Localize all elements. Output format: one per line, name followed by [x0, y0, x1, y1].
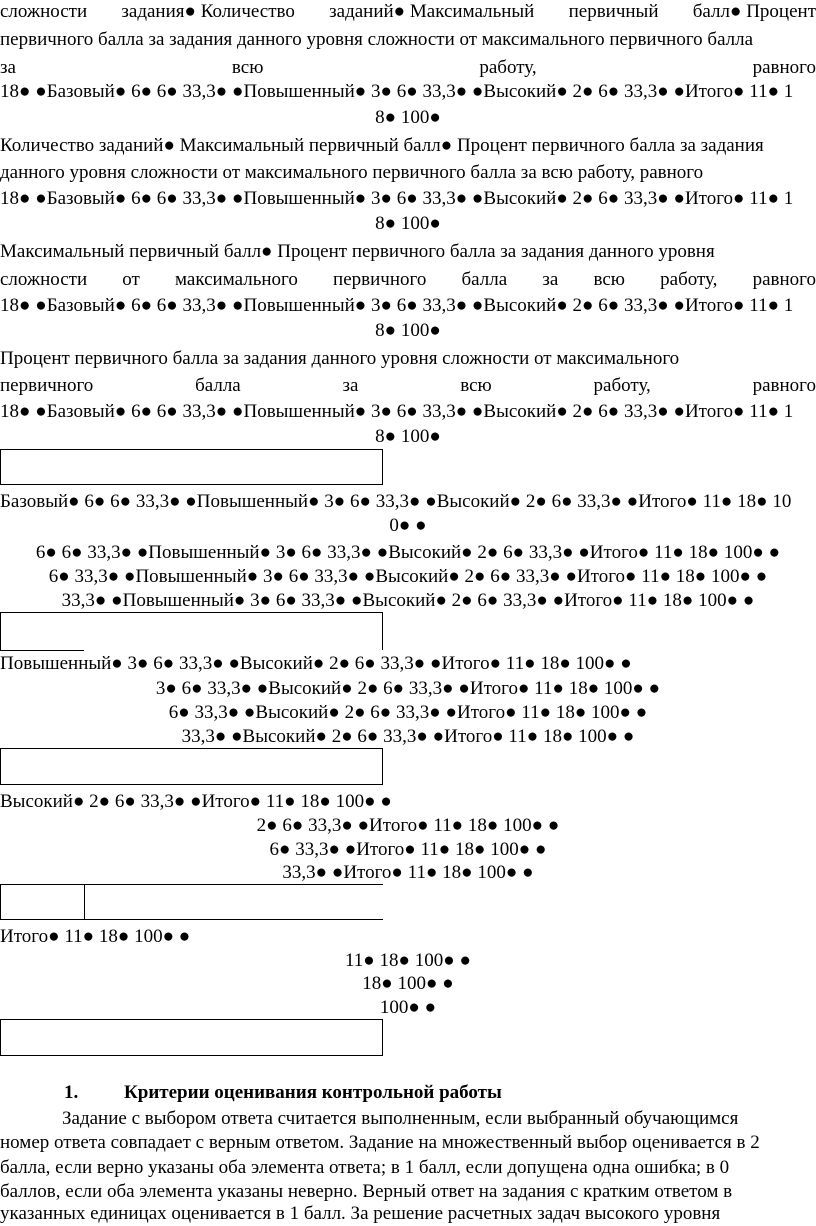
- text-line: первичного балла за задания данного уровня сложности от максимального первичного балла: [0, 29, 754, 50]
- text-line: 6● 6● 33,3● ●Повышенный● 3● 6● 33,3● ●Высокий● 2● 6● 33,3● ●Итого● 11● 18● 100● ●: [35, 542, 781, 563]
- text-line: за всю работу, равного: [0, 57, 816, 78]
- text-line: Высокий● 2● 6● 33,3● ●Итого● 11● 18● 100● ●: [0, 791, 392, 812]
- table-cell-border: [0, 1019, 383, 1056]
- text-line: 100● ●: [379, 997, 437, 1018]
- text-line: первичного балла за всю работу, равного: [0, 375, 816, 396]
- text-line: 18● ●Базовый● 6● 6● 33,3● ●Повышенный● 3● 6● 33,3● ●Высокий● 2● 6● 33,3● ●Итого● 11● 1: [0, 295, 794, 316]
- paragraph-line: баллов, если оба элемента указаны неверно. Верный ответ на задания с кратким ответом в: [0, 1181, 733, 1202]
- section-number: 1.: [64, 1082, 79, 1103]
- text-line: 6● 33,3● ●Высокий● 2● 6● 33,3● ●Итого● 11● 18● 100● ●: [168, 702, 648, 723]
- text-line: Количество заданий● Максимальный первичный балл● Процент первичного балла за задания: [0, 135, 764, 156]
- table-rule: [0, 650, 84, 651]
- paragraph-line: указанных единицах оценивается в 1 балл. За решение расчетных задач высокого уровня: [0, 1203, 721, 1224]
- text-line: 6● 33,3● ●Итого● 11● 18● 100● ●: [269, 839, 547, 860]
- text-line: 33,3● ●Высокий● 2● 6● 33,3● ●Итого● 11● 18● 100● ●: [181, 726, 635, 747]
- text-line: 33,3● ●Итого● 11● 18● 100● ●: [282, 862, 534, 883]
- text-line: 8● 100●: [375, 107, 441, 128]
- text-line: 2● 6● 33,3● ●Итого● 11● 18● 100● ●: [256, 815, 560, 836]
- table-rule: [0, 884, 383, 885]
- text-line: 18● ●Базовый● 6● 6● 33,3● ●Повышенный● 3● 6● 33,3● ●Высокий● 2● 6● 33,3● ●Итого● 11● 1: [0, 401, 794, 422]
- text-line: 0● ●: [389, 515, 427, 536]
- table-cell-border: [0, 748, 383, 785]
- table-rule: [382, 612, 383, 650]
- text-line: Итого● 11● 18● 100● ●: [0, 926, 191, 947]
- text-line: Базовый● 6● 6● 33,3● ●Повышенный● 3● 6● 33,3● ●Высокий● 2● 6● 33,3● ●Итого● 11● 18● 10: [0, 491, 792, 512]
- text-line: Максимальный первичный балл● Процент первичного балла за задания данного уровня: [0, 241, 715, 262]
- text-line: сложности от максимального первичного балла за всю работу, равного: [0, 269, 816, 290]
- text-line: 18● ●Базовый● 6● 6● 33,3● ●Повышенный● 3● 6● 33,3● ●Высокий● 2● 6● 33,3● ●Итого● 11● 1: [0, 81, 794, 102]
- paragraph-line: балла, если верно указаны оба элемента ответа; в 1 балл, если допущена одна ошибка; в 0: [0, 1157, 730, 1178]
- section-title: Критерии оценивания контрольной работы: [124, 1082, 502, 1103]
- text-line: 18● 100● ●: [362, 973, 454, 994]
- paragraph-line: Задание с выбором ответа считается выполненным, если выбранный обучающимся: [62, 1108, 739, 1129]
- table-rule: [84, 884, 85, 920]
- text-line: 11● 18● 100● ●: [345, 950, 471, 971]
- text-line: 8● 100●: [375, 213, 441, 234]
- table-rule: [0, 884, 1, 920]
- table-rule: [0, 612, 383, 613]
- text-line: 8● 100●: [375, 426, 441, 447]
- text-line: 8● 100●: [375, 320, 441, 341]
- table-rule: [0, 612, 1, 650]
- text-line: Повышенный● 3● 6● 33,3● ●Высокий● 2● 6● 33,3● ●Итого● 11● 18● 100● ●: [0, 653, 632, 674]
- text-line: сложности задания● Количество заданий● Максимальный первичный балл● Процент: [0, 1, 816, 22]
- text-line: 18● ●Базовый● 6● 6● 33,3● ●Повышенный● 3● 6● 33,3● ●Высокий● 2● 6● 33,3● ●Итого● 11● 1: [0, 188, 794, 209]
- text-line: 33,3● ●Повышенный● 3● 6● 33,3● ●Высокий● 2● 6● 33,3● ●Итого● 11● 18● 100● ●: [61, 590, 755, 611]
- table-rule: [0, 919, 383, 920]
- text-line: 3● 6● 33,3● ●Высокий● 2● 6● 33,3● ●Итого● 11● 18● 100● ●: [155, 678, 661, 699]
- text-line: данного уровня сложности от максимального первичного балла за всю работу, равного: [0, 162, 704, 183]
- text-line: Процент первичного балла за задания данного уровня сложности от максимального: [0, 348, 680, 369]
- paragraph-line: номер ответа совпадает с верным ответом. Задание на множественный выбор оценивается в 2: [0, 1132, 760, 1153]
- table-cell-border: [0, 449, 383, 485]
- text-line: 6● 33,3● ●Повышенный● 3● 6● 33,3● ●Высокий● 2● 6● 33,3● ●Итого● 11● 18● 100● ●: [48, 566, 768, 587]
